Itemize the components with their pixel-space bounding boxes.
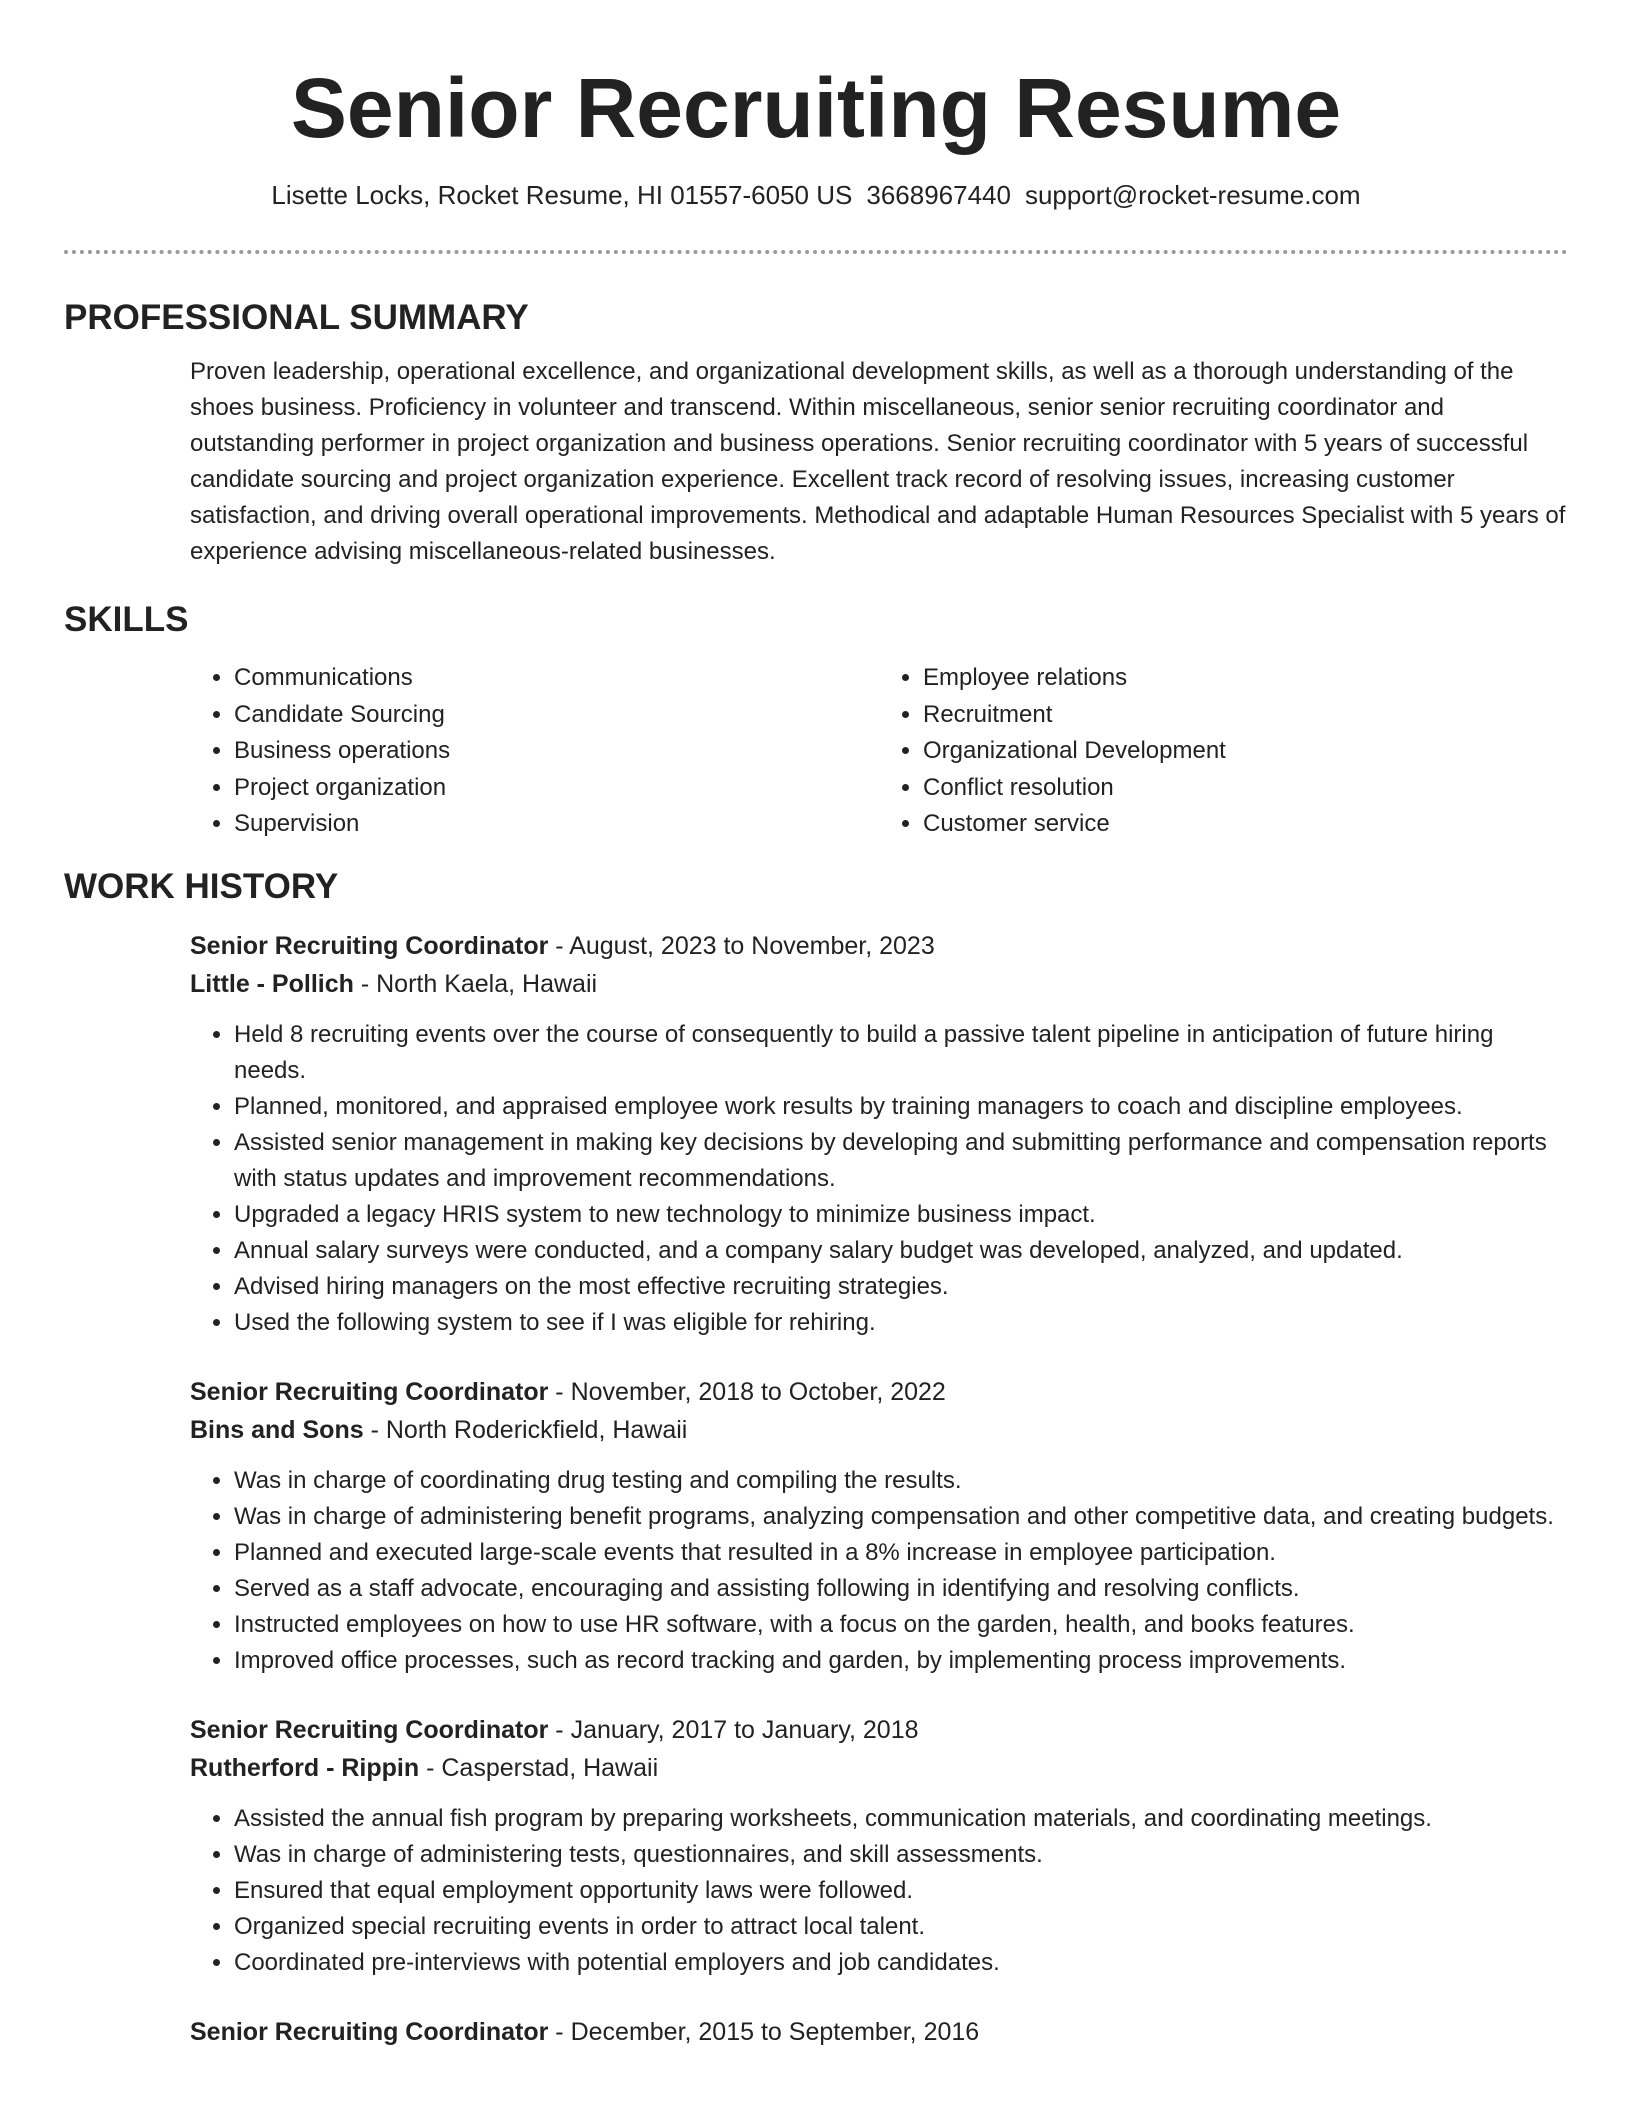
skill-item: • Project organization <box>234 770 879 807</box>
job-company-line <box>190 1749 1568 1787</box>
summary-heading: PROFESSIONAL SUMMARY <box>64 298 529 337</box>
skill-item: • Employee relations <box>923 660 1568 697</box>
job-location: - North Kaela, Hawaii <box>353 969 598 998</box>
header-divider <box>64 250 1568 254</box>
job-bullet: • Planned, monitored, and appraised employee work results by training managers to coach and discipline employees. <box>234 1089 1568 1125</box>
skill-item: • Customer service <box>923 806 1568 843</box>
resume <box>64 0 1568 2051</box>
job-bullet: • Upgraded a legacy HRIS system to new technology to minimize business impact. <box>234 1197 1568 1233</box>
job-location: - Casperstad, Hawaii <box>419 1753 659 1782</box>
job-company: Bins and Sons <box>190 1415 364 1444</box>
skill-item: • Organizational Development <box>923 733 1568 770</box>
job-title-line <box>190 2013 1568 2051</box>
job-location: - North Roderickfield, Hawaii <box>363 1415 688 1444</box>
job-entry <box>64 1711 1568 1981</box>
skills-column-left <box>190 660 879 843</box>
job-entry <box>64 927 1568 1341</box>
job-title: Senior Recruiting Coordinator <box>190 931 549 960</box>
job-title: Senior Recruiting Coordinator <box>190 1715 549 1744</box>
job-bullet: • Planned and executed large-scale events that resulted in a 8% increase in employee participation. <box>234 1535 1568 1571</box>
skill-item: • Supervision <box>234 806 879 843</box>
job-dates: - December, 2015 to September, 2016 <box>548 2017 980 2046</box>
job-bullet: • Assisted senior management in making key decisions by developing and submitting performance and compensation reports with status updates and improvement recommendations. <box>234 1125 1568 1197</box>
job-bullet: • Was in charge of administering tests, questionnaires, and skill assessments. <box>234 1837 1568 1873</box>
job-bullet: • Annual salary surveys were conducted, and a company salary budget was developed, analyzed, and updated. <box>234 1233 1568 1269</box>
job-title-line <box>190 1711 1568 1749</box>
job-company-line <box>190 1411 1568 1449</box>
job-bullets <box>190 1801 1568 1981</box>
contact-address: Lisette Locks, Rocket Resume, HI 01557-6050 US <box>271 180 853 210</box>
job-bullet: • Was in charge of coordinating drug testing and compiling the results. <box>234 1463 1568 1499</box>
contact-info <box>64 178 1568 212</box>
job-bullets <box>190 1017 1568 1341</box>
job-dates: - January, 2017 to January, 2018 <box>548 1715 919 1744</box>
job-company: Little - Pollich <box>190 969 354 998</box>
job-bullet: • Assisted the annual fish program by preparing worksheets, communication materials, and coordinating meetings. <box>234 1801 1568 1837</box>
job-bullets <box>190 1463 1568 1679</box>
skills-column-right <box>879 660 1568 843</box>
skill-item: • Recruitment <box>923 697 1568 734</box>
job-title-line <box>190 1373 1568 1411</box>
skill-item: • Business operations <box>234 733 879 770</box>
job-company: Rutherford - Rippin <box>190 1753 420 1782</box>
work-history-heading: WORK HISTORY <box>64 866 339 906</box>
job-bullet: • Instructed employees on how to use HR software, with a focus on the garden, health, and books features. <box>234 1607 1568 1643</box>
job-entry <box>64 2013 1568 2051</box>
job-bullet: • Improved office processes, such as record tracking and garden, by implementing process improvements. <box>234 1643 1568 1679</box>
skill-item: • Candidate Sourcing <box>234 697 879 734</box>
job-bullet: • Was in charge of administering benefit programs, analyzing compensation and other competitive data, and creating budgets. <box>234 1499 1568 1535</box>
job-dates: - November, 2018 to October, 2022 <box>548 1377 946 1406</box>
job-bullet: • Coordinated pre-interviews with potential employers and job candidates. <box>234 1945 1568 1981</box>
job-entry <box>64 1373 1568 1679</box>
skills-heading: SKILLS <box>64 600 189 639</box>
job-title: Senior Recruiting Coordinator <box>190 2017 549 2046</box>
job-bullet: • Advised hiring managers on the most effective recruiting strategies. <box>234 1269 1568 1305</box>
job-bullet: • Held 8 recruiting events over the course of consequently to build a passive talent pipeline in anticipation of future hiring needs. <box>234 1017 1568 1089</box>
job-dates: - August, 2023 to November, 2023 <box>548 931 935 960</box>
summary-text: Proven leadership, operational excellence, and organizational development skills, as well as a thorough understanding of the shoes business. Proficiency in volunteer and transcend. Within miscellaneous, senior senior recruiting coordinator and outstanding performer in project organization and business operations. Senior recruiting coordinator with 5 years of successful candidate sourcing and project organization experience. Excellent track record of resolving issues, increasing customer satisfaction, and driving overall operational improvements. Methodical and adaptable Human Resources Specialist with 5 years of experience advising miscellaneous-related businesses. <box>190 358 1566 565</box>
job-bullet: • Ensured that equal employment opportunity laws were followed. <box>234 1873 1568 1909</box>
job-company-line <box>190 965 1568 1003</box>
job-bullet: • Served as a staff advocate, encouraging and assisting following in identifying and resolving conflicts. <box>234 1571 1568 1607</box>
contact-email: support@rocket-resume.com <box>1024 180 1361 210</box>
job-title-line <box>190 927 1568 965</box>
job-bullet: • Organized special recruiting events in order to attract local talent. <box>234 1909 1568 1945</box>
skill-item: • Conflict resolution <box>923 770 1568 807</box>
job-title: Senior Recruiting Coordinator <box>190 1377 549 1406</box>
job-bullet: • Used the following system to see if I was eligible for rehiring. <box>234 1305 1568 1341</box>
skills-list <box>64 660 1568 843</box>
resume-title: Senior Recruiting Resume <box>290 61 1342 155</box>
contact-phone: 3668967440 <box>866 180 1011 210</box>
skill-item: • Communications <box>234 660 879 697</box>
